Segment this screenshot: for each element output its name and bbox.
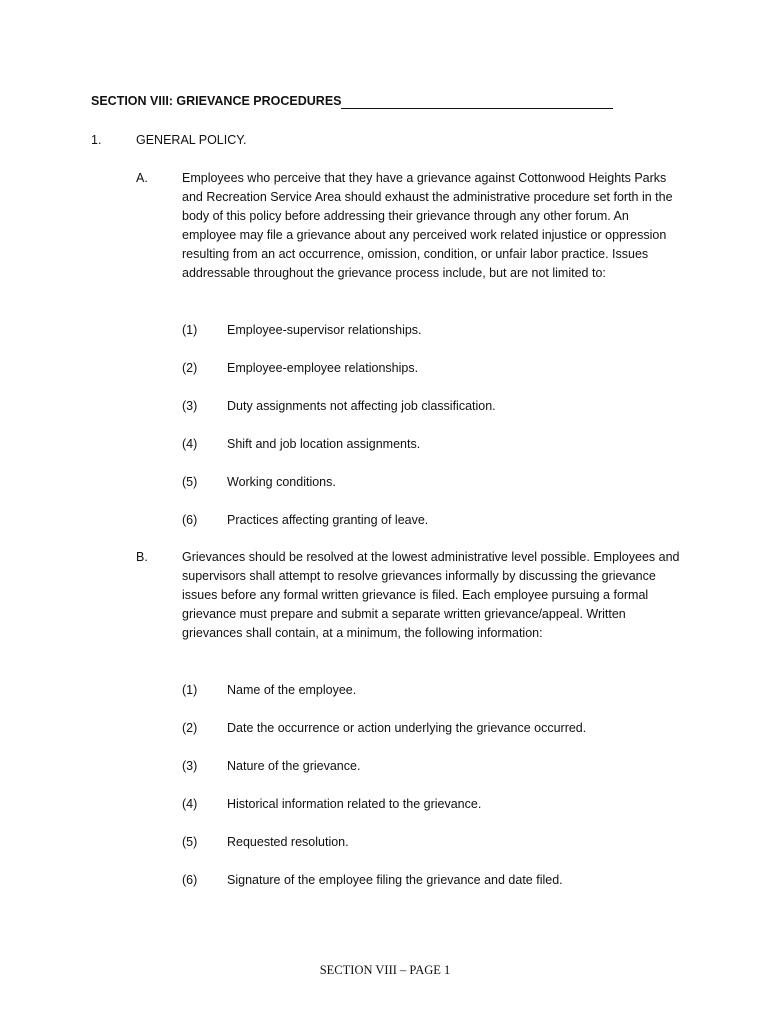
page-footer: SECTION VIII – PAGE 1: [319, 963, 451, 977]
part-b-paragraph: Grievances should be resolved at the lowest administrative level possible. Employees and supervisors shall attempt to resolve grievances informally by discussing the grievance issues before any formal written grievance is filed. Each employee pursuing a formal grievance must prepare and submit a separate written grievance/appeal. Written grievances shall contain, at a minimum, the following information:: [182, 550, 680, 640]
part-b-item-text: Signature of the employee filing the grievance and date filed.: [227, 873, 563, 887]
part-b-item-text: Nature of the grievance.: [227, 759, 361, 773]
policy-heading: GENERAL POLICY.: [136, 133, 247, 147]
part-a-item-number: (6): [182, 513, 198, 527]
part-b-item-text: Date the occurrence or action underlying the grievance occurred.: [227, 721, 587, 735]
section-title: SECTION VIII: GRIEVANCE PROCEDURES: [91, 94, 342, 108]
part-b-item-number: (3): [182, 759, 198, 773]
part-b-item-text: Requested resolution.: [227, 835, 349, 849]
part-a-letter: A.: [136, 171, 148, 185]
part-a-item-text: Practices affecting granting of leave.: [227, 513, 429, 527]
part-b-item-number: (4): [182, 797, 198, 811]
part-a-item-text: Employee-supervisor relationships.: [227, 323, 422, 337]
part-b-item-text: Historical information related to the grievance.: [227, 797, 482, 811]
part-b-item-number: (5): [182, 835, 198, 849]
part-a-item-number: (5): [182, 475, 198, 489]
part-a-item-number: (1): [182, 323, 198, 337]
part-b-item-number: (1): [182, 683, 198, 697]
part-a-item-number: (4): [182, 437, 198, 451]
part-a-paragraph: Employees who perceive that they have a grievance against Cottonwood Heights Parks and Recreation Service Area should exhaust the administrative procedure set forth in the body of this policy before addressing their grievance through any other forum. An employee may file a grievance about any perceived work related injustice or oppression resulting from an act occurrence, omission, condition, or unfair labor practice. Issues addressable throughout the grievance process include, but are not limited to:: [182, 171, 673, 280]
section-title-underline: [341, 108, 613, 109]
policy-number: 1.: [91, 133, 102, 147]
part-b-item-number: (6): [182, 873, 198, 887]
part-b-item-number: (2): [182, 721, 198, 735]
part-a-item-text: Duty assignments not affecting job classification.: [227, 399, 496, 413]
part-a-item-text: Working conditions.: [227, 475, 336, 489]
part-b-item-text: Name of the employee.: [227, 683, 357, 697]
part-a-item-text: Employee-employee relationships.: [227, 361, 419, 375]
part-a-item-number: (2): [182, 361, 198, 375]
part-a-item-number: (3): [182, 399, 198, 413]
part-a-item-text: Shift and job location assignments.: [227, 437, 421, 451]
part-b-letter: B.: [136, 550, 148, 564]
